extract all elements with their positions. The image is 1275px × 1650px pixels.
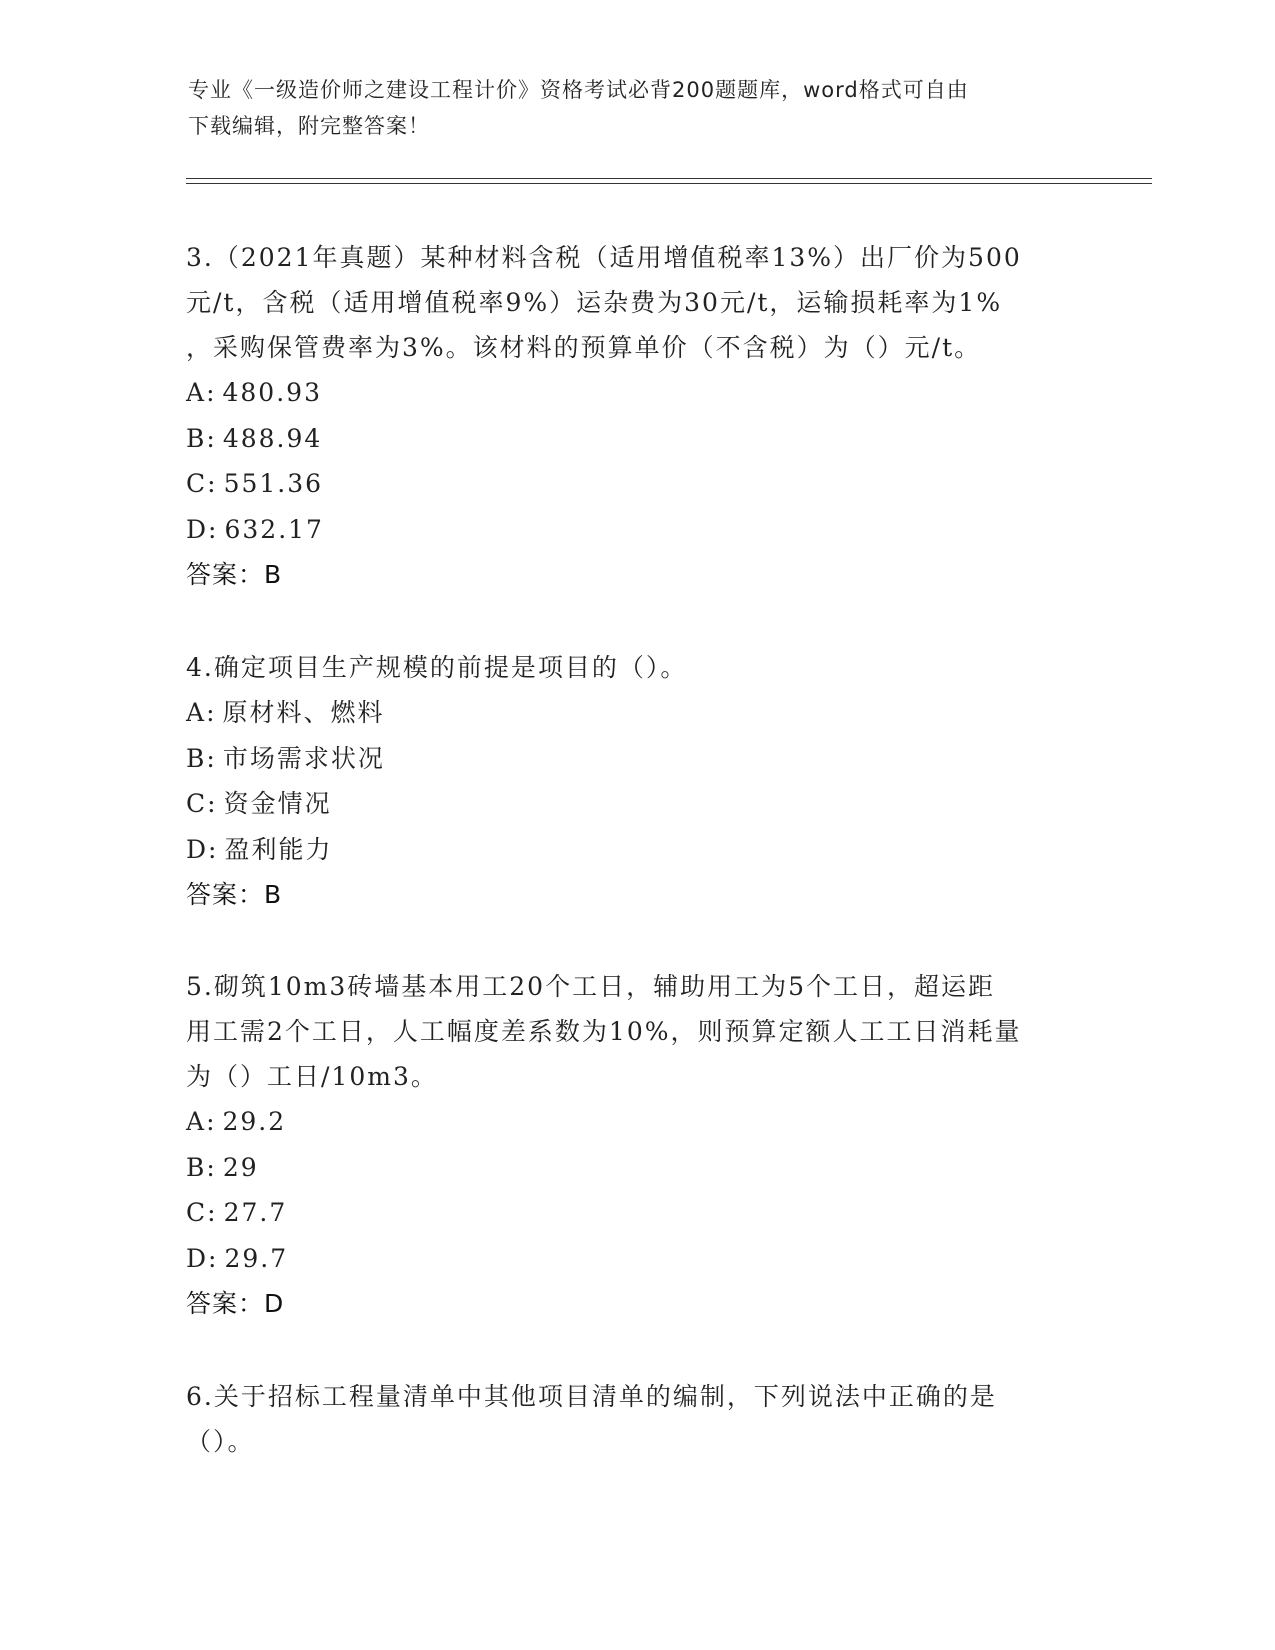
option-d: D: 29.7 (186, 1243, 289, 1273)
option-a: A: 原材料、燃料 (186, 698, 385, 727)
document-header (188, 72, 1088, 144)
option-text: 480.93 (222, 378, 322, 407)
header-line-1: 专业《一级造价师之建设工程计价》资格考试必背200题题库，word格式可自由 (188, 78, 969, 102)
option-text: 29.2 (222, 1107, 287, 1136)
header-rule-bottom (186, 183, 1152, 184)
question-line: ，采购保管费率为3%。该材料的预算单价（不含税）为（）元/t。 (186, 333, 982, 362)
question-text (186, 1374, 1086, 1464)
option-b: B: 488.94 (186, 423, 323, 453)
question-line: 为（）工日/10m3。 (186, 1062, 438, 1091)
option-c: C: 资金情况 (186, 789, 332, 818)
question-6 (186, 1374, 1086, 1464)
option-text: 551.36 (223, 469, 324, 498)
option-text: 盈利能力 (224, 834, 333, 864)
question-line: 元/t，含税（适用增值税率9%）运杂费为30元/t，运输损耗率为1% (186, 288, 1003, 317)
question-line: 5.砌筑10m3砖墙基本用工20个工日，辅助用工为5个工日，超运距 (186, 972, 995, 1001)
option-text: 市场需求状况 (222, 743, 385, 773)
question-line: （）。 (186, 1427, 255, 1456)
option-text: 27.7 (223, 1198, 288, 1227)
question-4 (186, 645, 1086, 918)
question-text (186, 964, 1086, 1099)
header-line-2: 下载编辑，附完整答案！ (188, 114, 430, 138)
question-text (186, 645, 1086, 690)
option-a: A: 29.2 (186, 1107, 287, 1136)
option-c: C: 551.36 (186, 469, 324, 498)
option-text: 资金情况 (223, 789, 332, 818)
option-text: 488.94 (222, 423, 323, 453)
header-rule-top (186, 178, 1152, 179)
option-text: 原材料、燃料 (222, 698, 385, 727)
option-d: D: 632.17 (186, 514, 324, 544)
option-d: D: 盈利能力 (186, 834, 333, 864)
option-b: B: 市场需求状况 (186, 743, 385, 773)
option-a: A: 480.93 (186, 378, 322, 407)
option-text: 29 (222, 1152, 259, 1182)
option-text: 632.17 (224, 514, 324, 544)
question-3 (186, 235, 1086, 598)
option-text: 29.7 (224, 1243, 289, 1273)
question-line: 3.（2021年真题）某种材料含税（适用增值税率13%）出厂价为500 (186, 243, 1022, 272)
answer: 答案：B (186, 560, 283, 589)
answer: 答案：D (186, 1289, 285, 1318)
option-b: B: 29 (186, 1152, 259, 1182)
question-line: 4.确定项目生产规模的前提是项目的（）。 (186, 653, 688, 682)
answer: 答案：B (186, 880, 283, 909)
question-line: 用工需2个工日，人工幅度差系数为10%，则预算定额人工工日消耗量 (186, 1017, 1022, 1046)
question-5 (186, 964, 1086, 1327)
question-text (186, 235, 1086, 370)
option-c: C: 27.7 (186, 1198, 288, 1227)
question-line: 6.关于招标工程量清单中其他项目清单的编制，下列说法中正确的是 (186, 1382, 997, 1411)
